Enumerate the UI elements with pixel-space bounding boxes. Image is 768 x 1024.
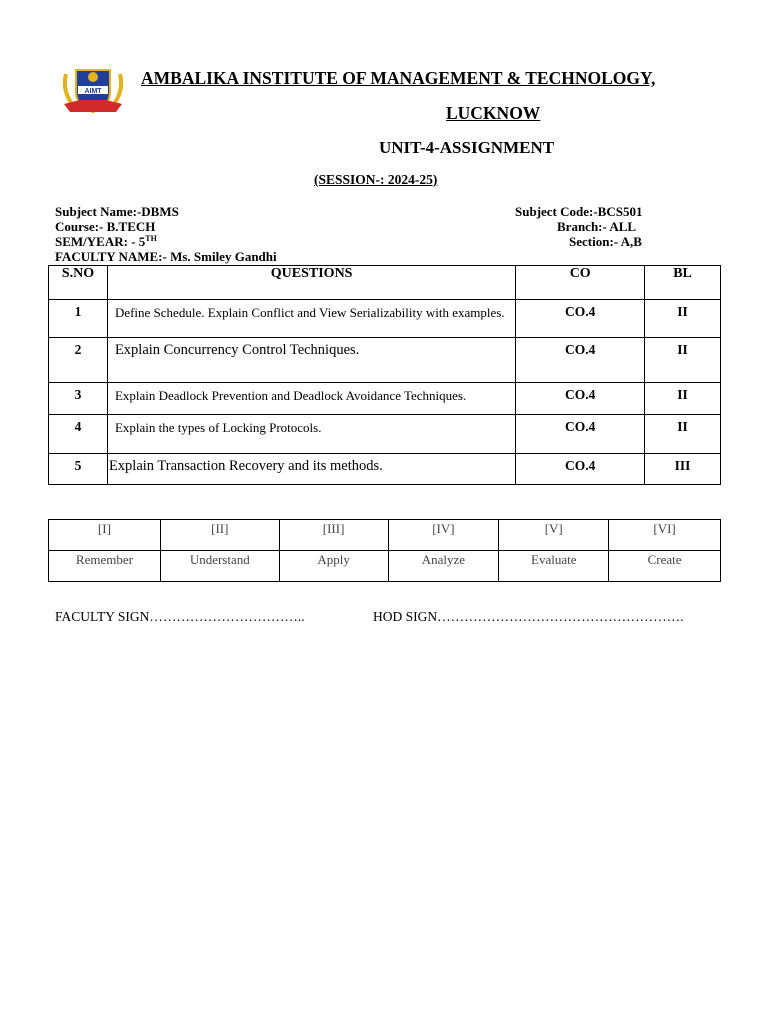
table-row bbox=[49, 454, 721, 485]
bloom-level: [V] bbox=[499, 520, 609, 551]
branch: Branch:- ALL bbox=[557, 219, 637, 234]
institute-city: LUCKNOW bbox=[446, 103, 541, 123]
questions-table bbox=[48, 265, 721, 485]
institute-title: AMBALIKA INSTITUTE OF MANAGEMENT & TECHNOLOGY, bbox=[141, 68, 656, 88]
subject-name: Subject Name:-DBMS bbox=[55, 204, 179, 219]
bloom-name: Remember bbox=[49, 551, 161, 582]
bloom-level-row bbox=[49, 520, 721, 551]
institute-logo bbox=[60, 64, 126, 116]
row-question: Explain the types of Locking Protocols. bbox=[107, 415, 515, 454]
row-co: CO.4 bbox=[516, 300, 645, 338]
row-co: CO.4 bbox=[516, 415, 645, 454]
section: Section:- A,B bbox=[569, 234, 642, 249]
header-bl: BL bbox=[645, 266, 721, 300]
bloom-name: Evaluate bbox=[499, 551, 609, 582]
row-bl: III bbox=[645, 454, 721, 485]
row-sno: 2 bbox=[49, 338, 108, 383]
bloom-level: [I] bbox=[49, 520, 161, 551]
row-bl: II bbox=[645, 338, 721, 383]
bloom-level: [II] bbox=[160, 520, 279, 551]
sem-year-text: SEM/YEAR: - 5 bbox=[55, 234, 146, 249]
bloom-level: [VI] bbox=[609, 520, 721, 551]
questions-header-row bbox=[49, 266, 721, 300]
header-co: CO bbox=[516, 266, 645, 300]
table-row bbox=[49, 383, 721, 415]
table-row bbox=[49, 415, 721, 454]
row-co: CO.4 bbox=[516, 383, 645, 415]
table-row bbox=[49, 338, 721, 383]
bloom-name-row bbox=[49, 551, 721, 582]
row-co: CO.4 bbox=[516, 454, 645, 485]
sem-year-superscript: TH bbox=[145, 234, 157, 243]
assignment-title: UNIT-4-ASSIGNMENT bbox=[379, 138, 555, 157]
bloom-name: Create bbox=[609, 551, 721, 582]
row-question: Explain Concurrency Control Techniques. bbox=[107, 338, 515, 383]
faculty-name: FACULTY NAME:- Ms. Smiley Gandhi bbox=[55, 249, 277, 264]
row-sno: 4 bbox=[49, 415, 108, 454]
faculty-signature: FACULTY SIGN…………………………….. bbox=[55, 609, 305, 624]
bloom-level: [III] bbox=[279, 520, 388, 551]
header-questions: QUESTIONS bbox=[107, 266, 515, 300]
subject-code: Subject Code:-BCS501 bbox=[515, 204, 643, 219]
row-question: Explain Transaction Recovery and its methods. bbox=[107, 454, 515, 485]
logo-text: AIMT bbox=[84, 88, 102, 95]
hod-signature: HOD SIGN………………………………………………. bbox=[373, 609, 684, 624]
row-bl: II bbox=[645, 383, 721, 415]
bloom-name: Analyze bbox=[388, 551, 499, 582]
row-sno: 3 bbox=[49, 383, 108, 415]
row-bl: II bbox=[645, 300, 721, 338]
row-question: Define Schedule. Explain Conflict and View Serializability with examples. bbox=[107, 300, 515, 338]
row-sno: 1 bbox=[49, 300, 108, 338]
row-co: CO.4 bbox=[516, 338, 645, 383]
course: Course:- B.TECH bbox=[55, 219, 156, 234]
row-sno: 5 bbox=[49, 454, 108, 485]
row-bl: II bbox=[645, 415, 721, 454]
header-sno: S.NO bbox=[49, 266, 108, 300]
bloom-levels-table bbox=[48, 519, 721, 582]
row-question: Explain Deadlock Prevention and Deadlock Avoidance Techniques. bbox=[107, 383, 515, 415]
bloom-name: Apply bbox=[279, 551, 388, 582]
table-row bbox=[49, 300, 721, 338]
bloom-name: Understand bbox=[160, 551, 279, 582]
sem-year bbox=[55, 234, 157, 249]
session-label: (SESSION-: 2024-25) bbox=[314, 172, 438, 187]
bloom-level: [IV] bbox=[388, 520, 499, 551]
